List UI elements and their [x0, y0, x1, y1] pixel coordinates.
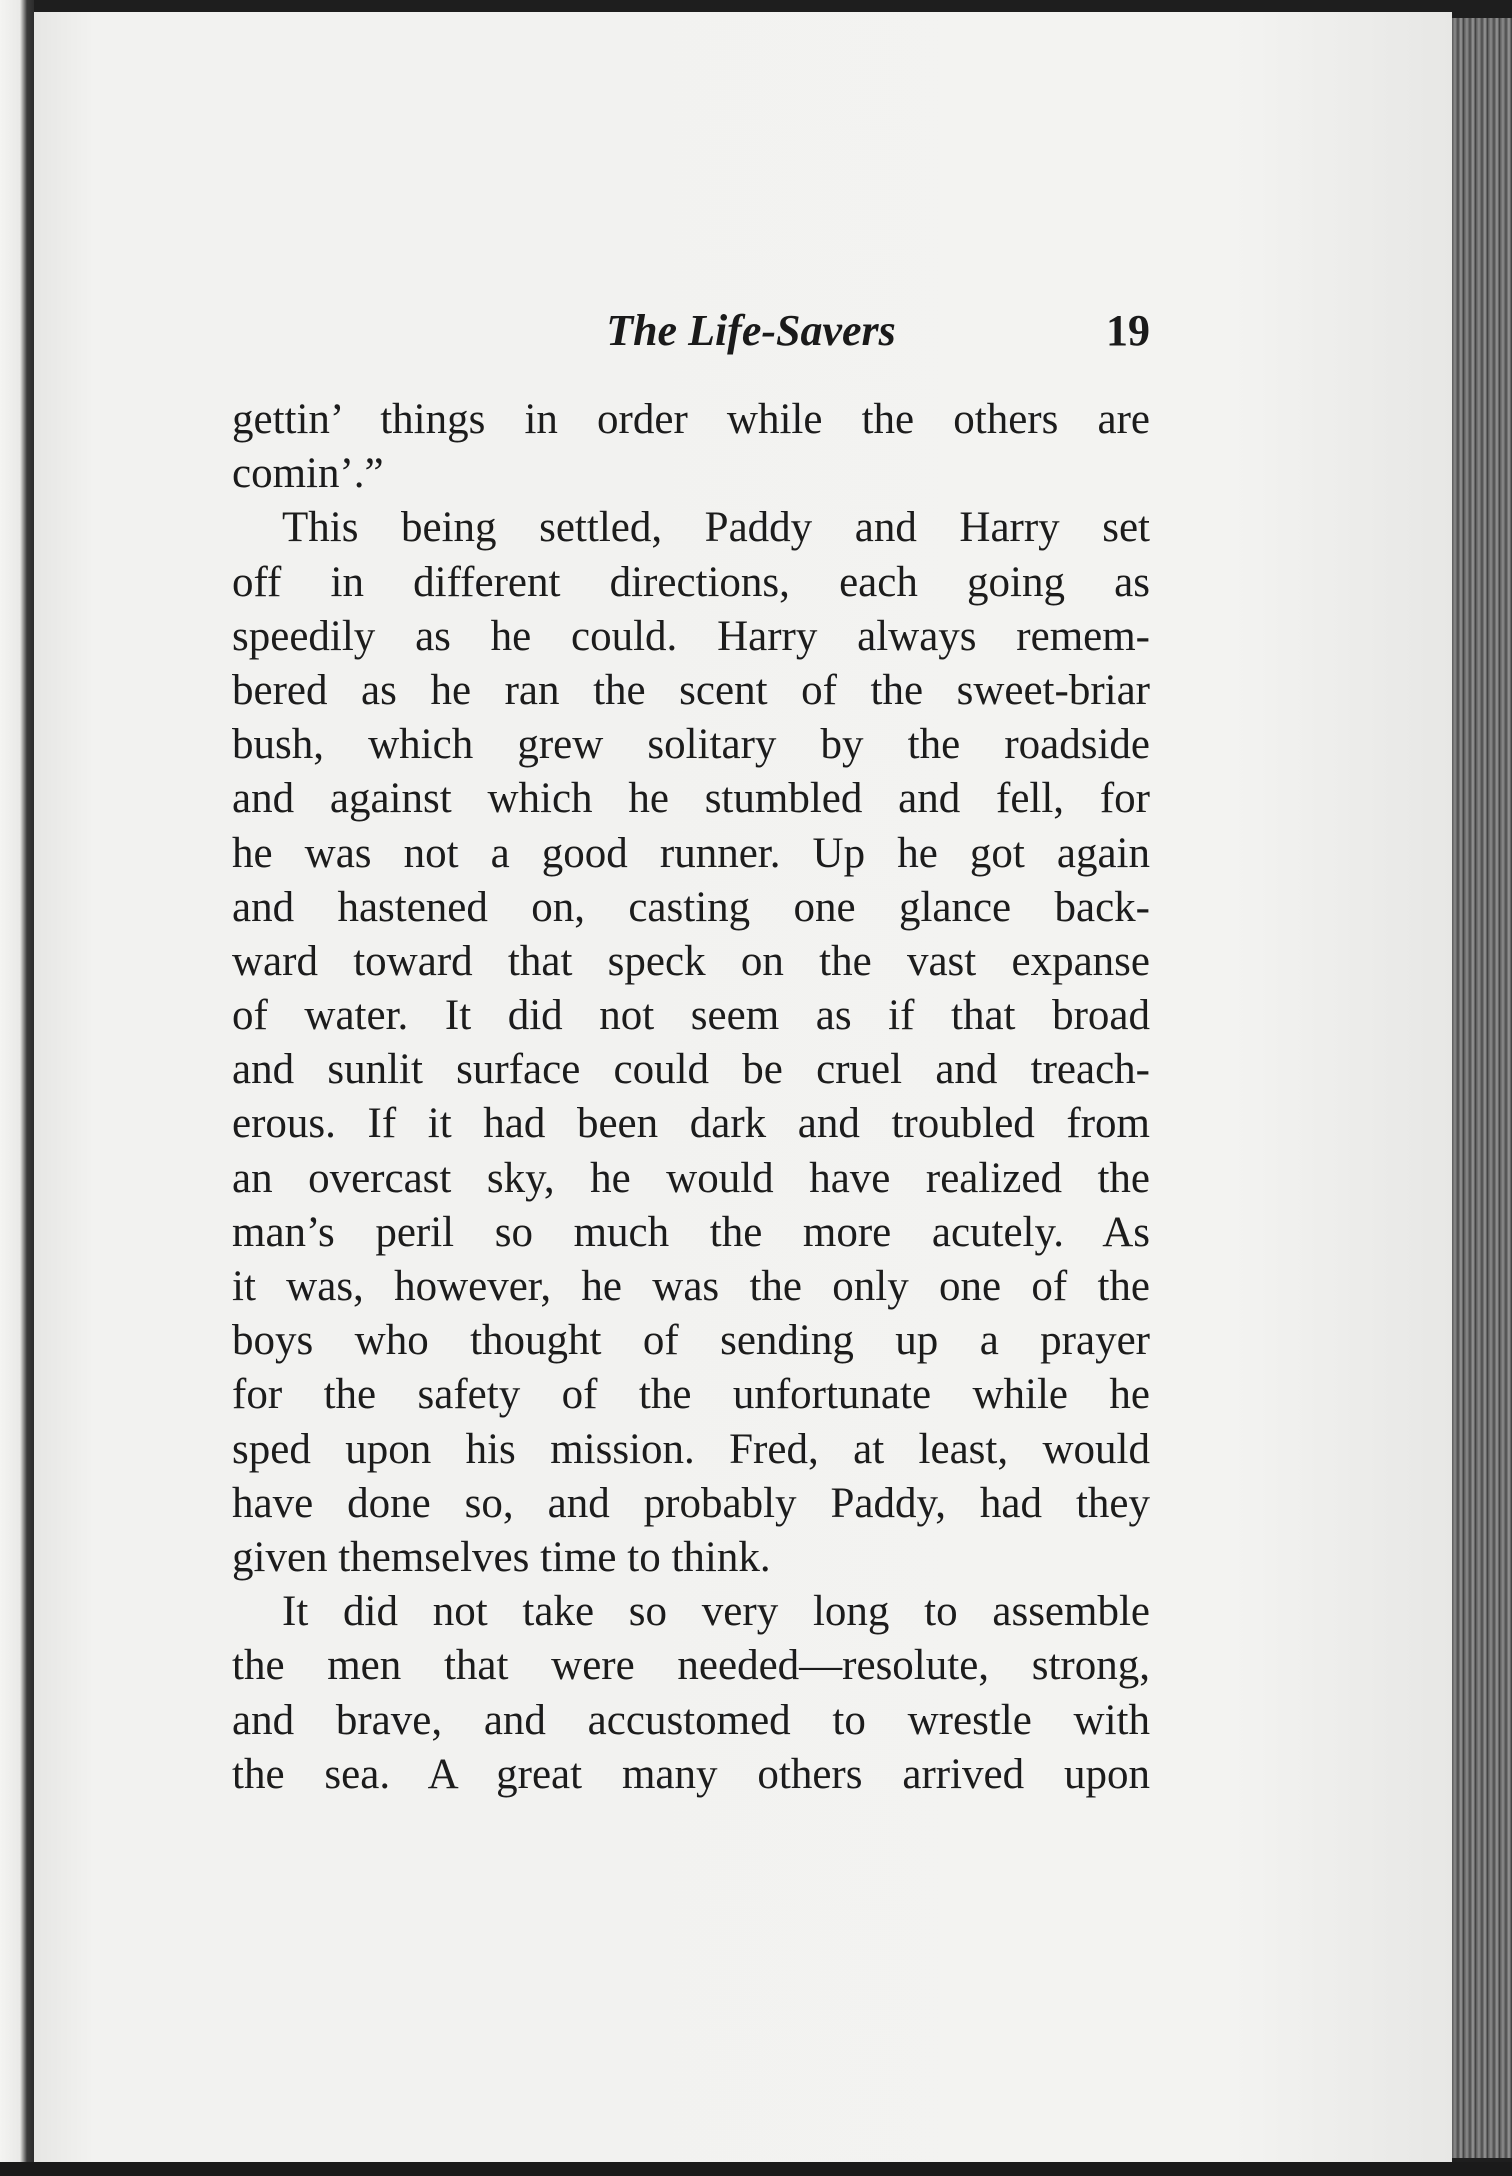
text-line: gettin’ things in order while the others are — [232, 396, 1150, 443]
text-line: given themselves time to think. — [232, 1533, 771, 1581]
text-line: for the safety of the unfortunate while he — [232, 1371, 1150, 1419]
text-line: man’s peril so much the more acutely. As — [232, 1208, 1150, 1256]
text-line: comin’.” — [232, 450, 384, 498]
text-line: and sunlit surface could be cruel and treach- — [232, 1046, 1150, 1094]
body-text — [232, 393, 1150, 1802]
running-title: The Life-Savers — [606, 306, 896, 355]
text-line: the sea. A great many others arrived upon — [232, 1750, 1150, 1798]
facing-page-edge — [0, 0, 34, 2176]
page-stack-edges — [1452, 18, 1512, 2158]
text-line: it was, however, he was the only one of the — [232, 1263, 1150, 1310]
text-line: bered as he ran the scent of the sweet-briar — [232, 666, 1150, 714]
text-line: sped upon his mission. Fred, at least, would — [232, 1425, 1150, 1473]
text-line: he was not a good runner. Up he got again — [232, 829, 1150, 877]
bottom-border — [0, 2162, 1512, 2176]
text-line: have done so, and probably Paddy, had they — [232, 1479, 1150, 1527]
text-line: of water. It did not seem as if that broad — [232, 992, 1150, 1040]
text-line: an overcast sky, he would have realized the — [232, 1154, 1150, 1202]
text-line: off in different directions, each going as — [232, 558, 1150, 606]
text-line: speedily as he could. Harry always remem- — [232, 612, 1150, 660]
text-line: bush, which grew solitary by the roadside — [232, 721, 1150, 769]
text-line: This being settled, Paddy and Harry set — [282, 504, 1150, 552]
text-line: and hastened on, casting one glance back- — [232, 883, 1150, 931]
running-head — [232, 296, 1150, 366]
text-line: ward toward that speck on the vast expanse — [232, 937, 1150, 985]
page-number: 19 — [1106, 306, 1150, 355]
text-line: and against which he stumbled and fell, for — [232, 775, 1150, 823]
text-line: erous. If it had been dark and troubled from — [232, 1100, 1150, 1148]
text-line: It did not take so very long to assemble — [282, 1588, 1150, 1636]
text-line: and brave, and accustomed to wrestle with — [232, 1696, 1150, 1744]
text-line: boys who thought of sending up a prayer — [232, 1317, 1150, 1365]
text-line: the men that were needed—resolute, strong, — [232, 1642, 1150, 1690]
